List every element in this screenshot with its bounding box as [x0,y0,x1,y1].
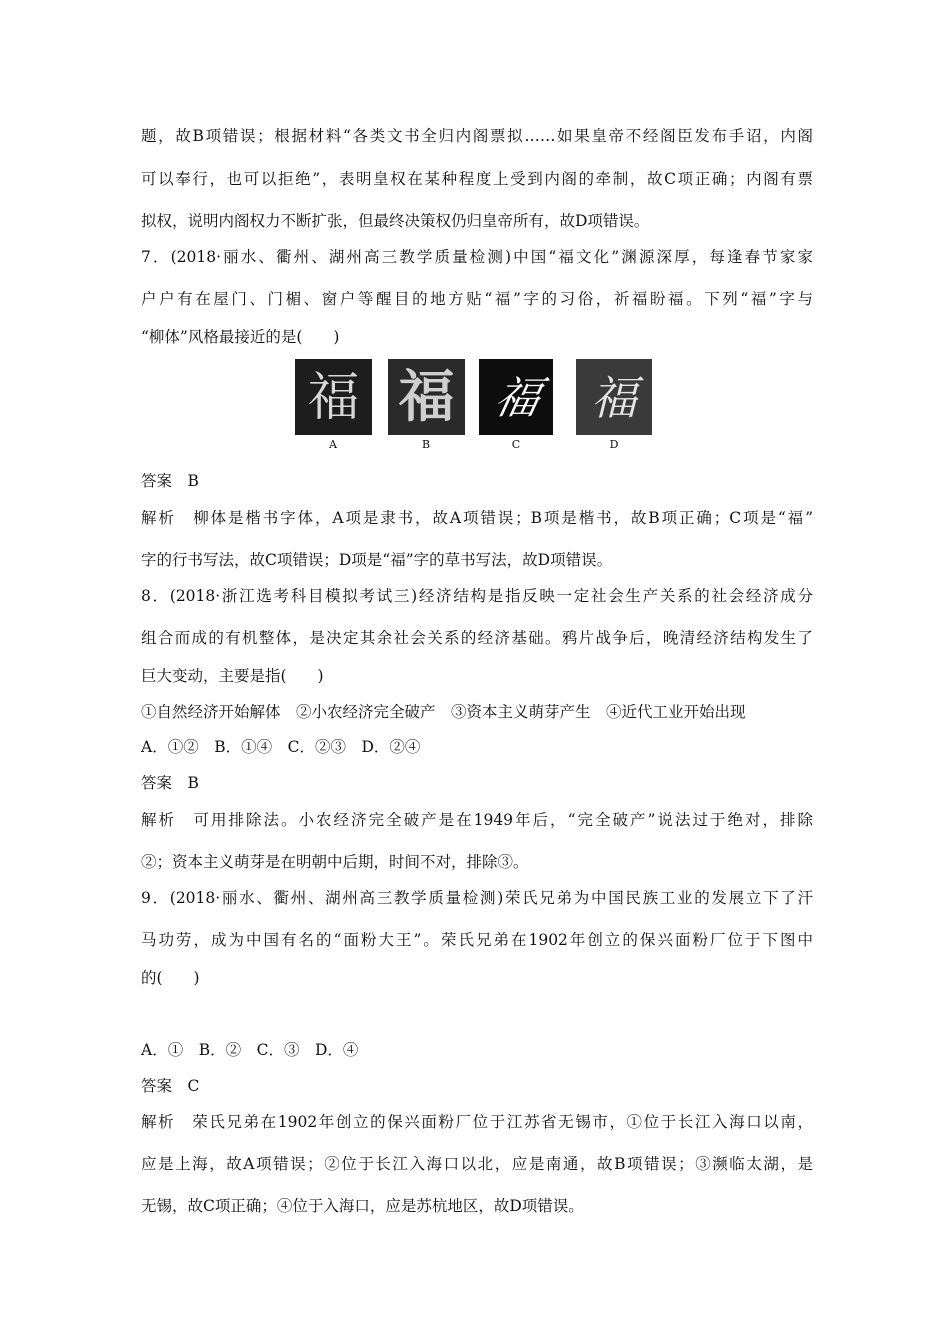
analysis-line: 解析 荣氏兄弟在1902年创立的保兴面粉厂位于江苏省无锡市，①位于长江入海口以南， [141,1113,813,1131]
text-line: 户户有在屋门、门楣、窗户等醒目的地方贴“福”字的习俗，祈福盼福。下列“福”字与 [141,290,813,308]
choices-line: A．①② B．①④ C．②③ D．②④ [141,738,421,756]
text-line: 题，故B项错误；根据材料“各类文书全归内阁票拟……如果皇帝不经阁臣发布手诏，内阁 [141,127,813,145]
figure-label-a: A [329,438,337,451]
svg-text:福: 福 [307,368,360,428]
svg-text:福: 福 [490,373,545,424]
calligraphy-figure [295,359,655,459]
text-line: 组合而成的有机整体，是决定其余社会关系的经济基础。鸦片战争后，晚清经济结构发生了 [141,629,813,647]
options-line: ①自然经济开始解体 ②小农经济完全破产 ③资本主义萌芽产生 ④近代工业开始出现 [141,703,746,721]
text-line: 巨大变动，主要是指( ) [141,667,324,685]
calligraphy-image-a [295,359,372,435]
figure-label-c: C [511,438,521,451]
text-line: 的( ) [141,969,200,987]
figure-label-b: B [421,438,431,451]
question-7-line: 7．(2018·丽水、衢州、湖州高三教学质量检测)中国“福文化”渊源深厚，每逢春节家家 [141,248,813,266]
svg-text:福: 福 [398,364,455,430]
answer-line: 答案 B [141,472,199,490]
analysis-line: 解析 可用排除法。小农经济完全破产是在1949年后，“完全破产”说法过于绝对，排除 [141,811,813,829]
text-line: ②；资本主义萌芽是在明朝中后期，时间不对，排除③。 [141,853,529,871]
text-line: 字的行书写法，故C项错误；D项是“福”字的草书写法，故D项错误。 [141,551,613,569]
calligraphy-image-c [479,359,553,435]
text-line: “柳体”风格最接近的是( ) [141,328,340,346]
analysis-line: 解析 柳体是楷书字体，A项是隶书，故A项错误；B项是楷书，故B项正确；C项是“福” [141,509,813,527]
text-line: 应是上海，故A项错误；②位于长江入海口以北，应是南通，故B项错误；③濒临太湖，是 [141,1155,813,1173]
text-line: 可以奉行，也可以拒绝”，表明皇权在某种程度上受到内阁的牵制，故C项正确；内阁有票 [141,170,813,188]
svg-text:福: 福 [591,371,637,425]
choices-line: A．① B．② C．③ D．④ [141,1041,359,1059]
figure-label-d: D [609,438,619,451]
text-line: 马功劳，成为中国有名的“面粉大王”。荣氏兄弟在1902年创立的保兴面粉厂位于下图中 [141,931,813,949]
question-9-line: 9．(2018·丽水、衢州、湖州高三教学质量检测)荣氏兄弟为中国民族工业的发展立下了汗 [141,889,813,907]
answer-line: 答案 B [141,774,199,792]
question-8-line: 8．(2018·浙江选考科目模拟考试三)经济结构是指反映一定社会生产关系的社会经济成分 [141,587,813,605]
calligraphy-image-d [576,359,652,435]
answer-line: 答案 C [141,1077,200,1095]
text-line: 拟权，说明内阁权力不断扩张，但最终决策权仍归皇帝所有，故D项错误。 [141,212,650,230]
text-line: 无锡，故C项正确；④位于入海口，应是苏杭地区，故D项错误。 [141,1197,584,1215]
calligraphy-image-b [388,359,465,435]
